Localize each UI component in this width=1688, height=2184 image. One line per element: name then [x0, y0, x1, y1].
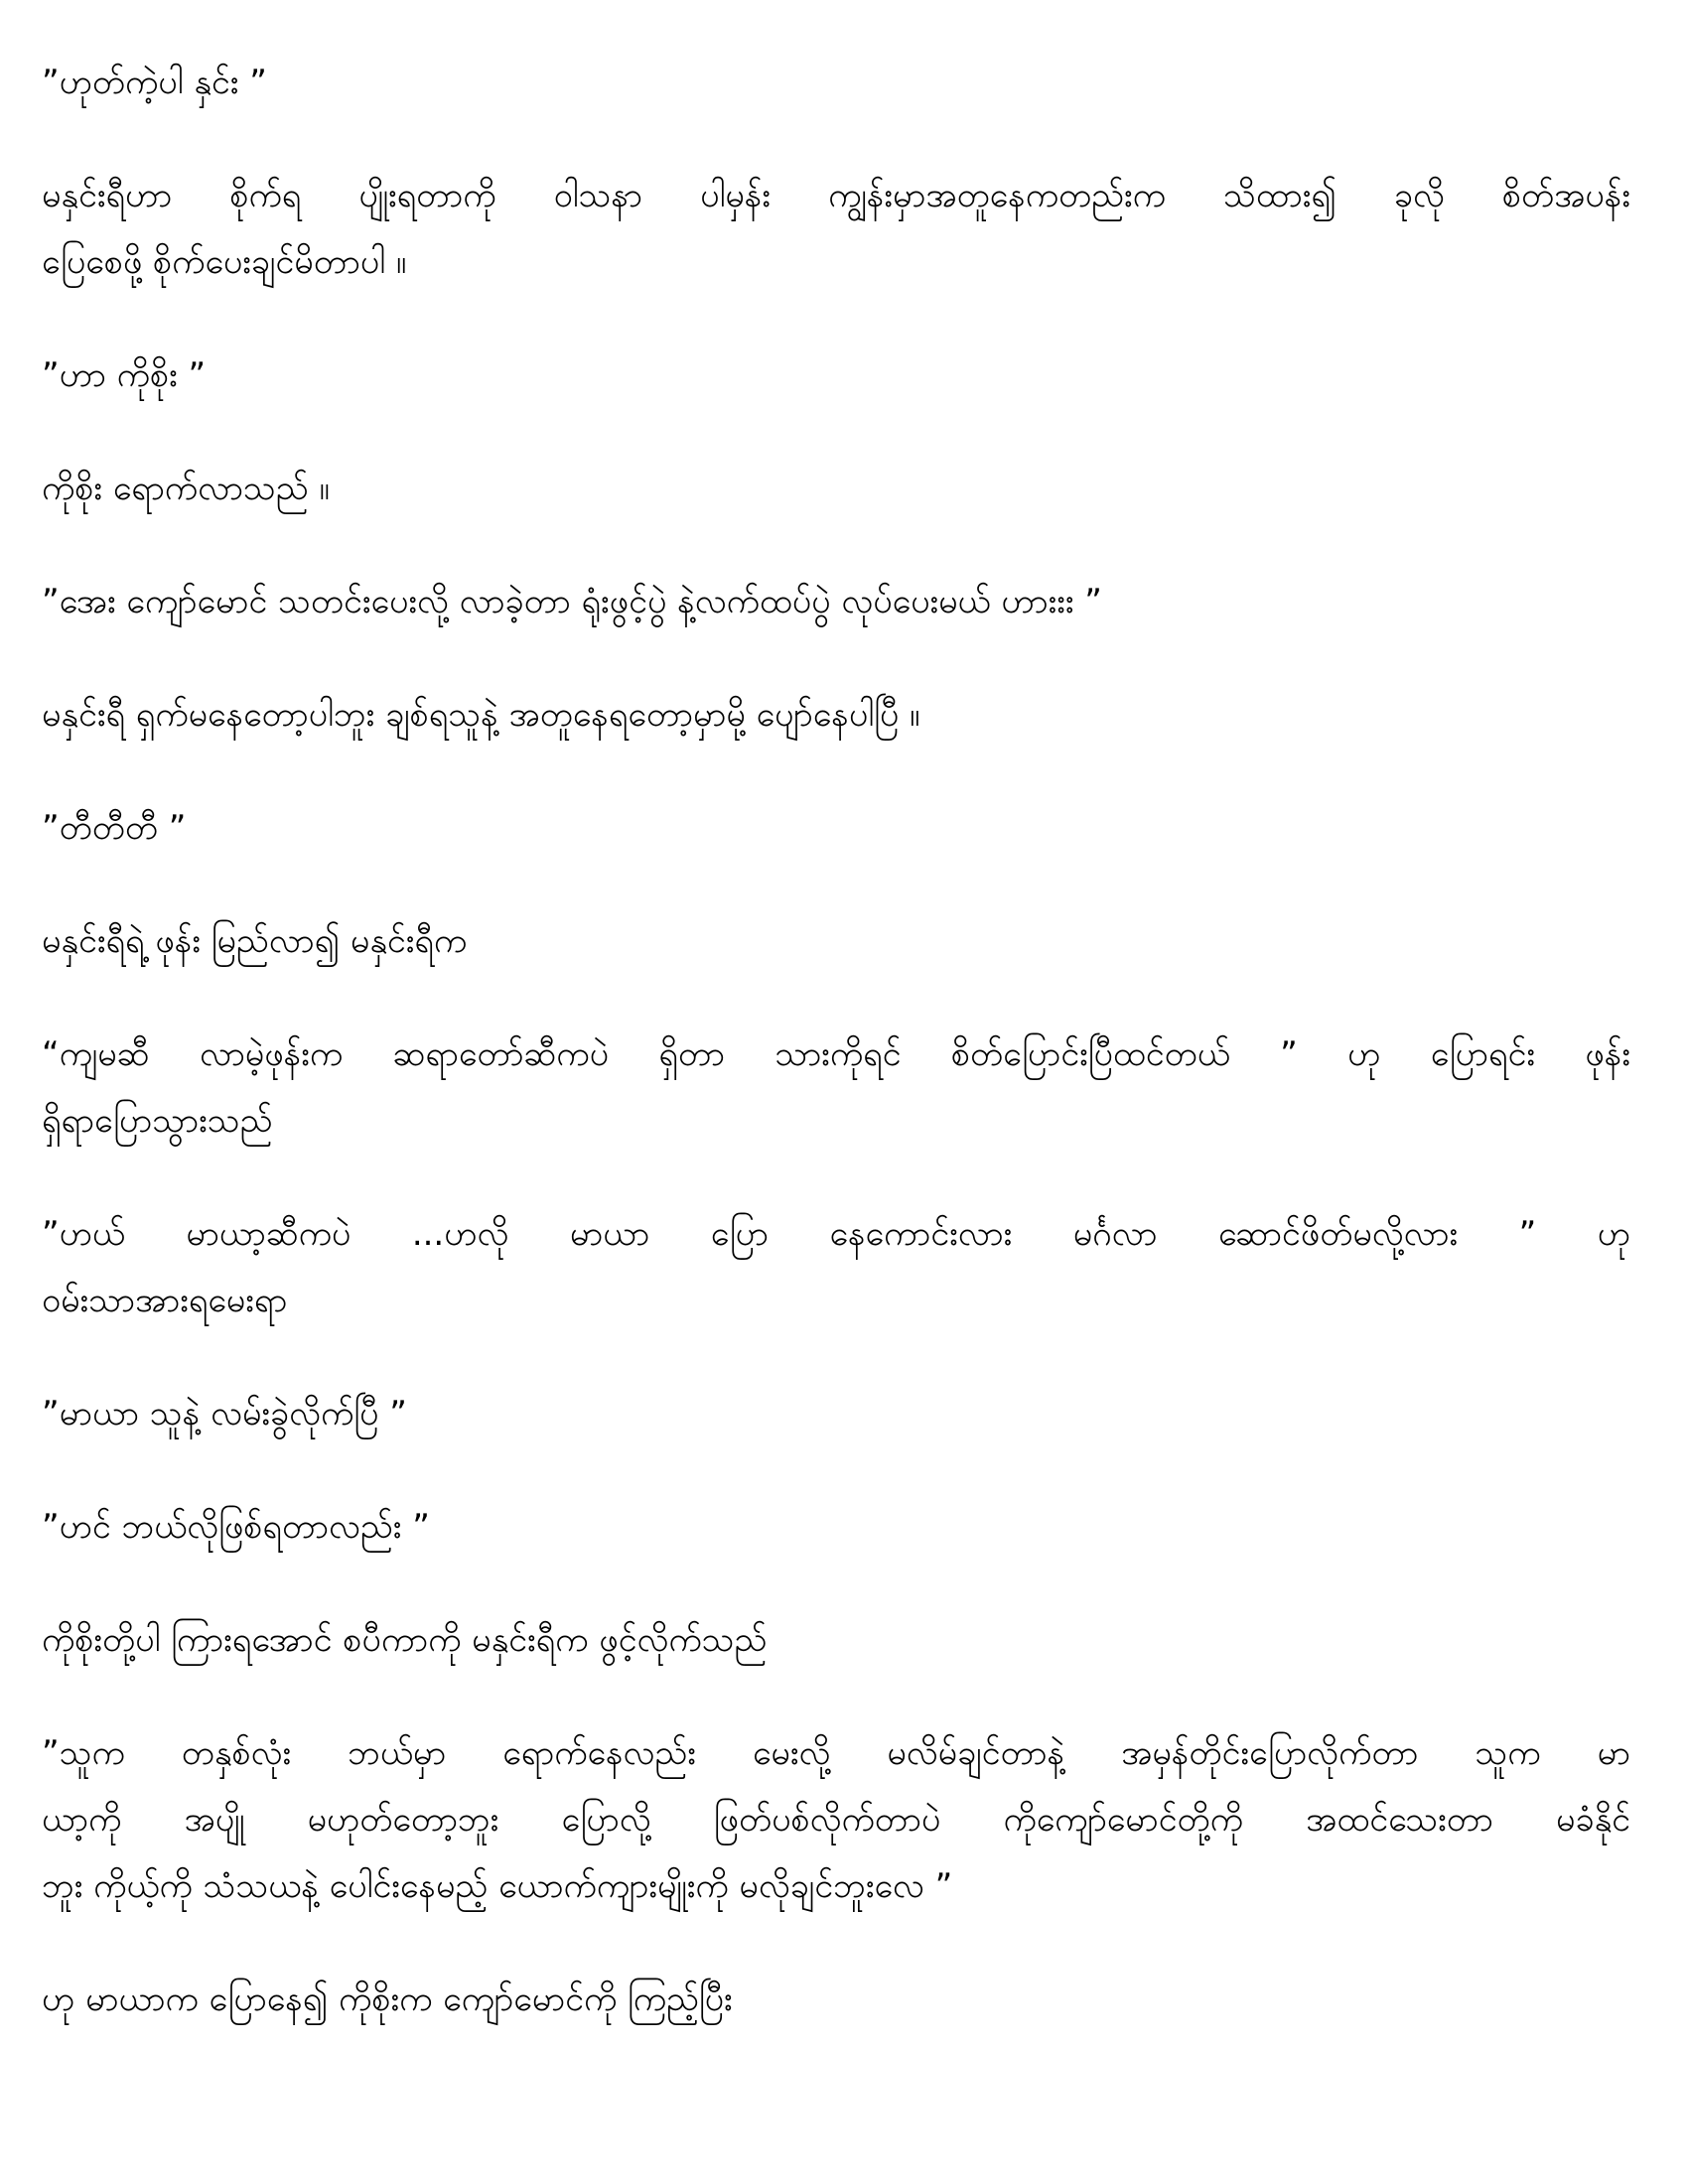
text-line: ”ဟာ ကိုစိုး ” [42, 355, 207, 395]
text-line: မနှင်းရီ ရှက်မနေတော့ပါဘူး ချစ်ရသူနဲ့ အတူနေရတော့မှာမို့ ပျော်နေပါပြီ ။ [42, 695, 920, 735]
text-line: ယာ့ကို အပျို မဟုတ်တော့ဘူး ပြောလို့ ဖြတ်ပစ်လိုက်တာပဲ ကိုကျော်မောင်တို့ကို အထင်သေးတာ မခံနိုင် [42, 1800, 1630, 1840]
paragraph-8 [42, 908, 1630, 975]
paragraph-15 [42, 1967, 1630, 2033]
text-line: ”ဟင် ဘယ်လိုဖြစ်ရတာလည်း ” [42, 1507, 430, 1547]
paragraph-1 [42, 50, 1630, 116]
paragraph-5 [42, 569, 1630, 635]
paragraph-9 [42, 1022, 1630, 1155]
text-line: မနှင်းရီဟာ စိုက်ရ ပျိုးရတာကို ဝါသနာ ပါမှန်း ကျွန်းမှာအတူနေကတည်းက သိထား၍ ခုလို စိတ်အပန်း [42, 176, 1630, 215]
text-line: ”သူက တနှစ်လုံး ဘယ်မှာ ရောက်နေလည်း မေးလို့ မလိမ်ချင်တာနဲ့ အမှန်တိုင်းပြောလိုက်တာ သူက မာ [42, 1733, 1630, 1773]
text-line: ဝမ်းသာအားရမေးရာ [42, 1281, 288, 1320]
text-line: ကိုစိုးတို့ပါ ကြားရအောင် စပီကာကို မနှင်းရီက ဖွင့်လိုက်သည် [42, 1620, 768, 1660]
paragraph-14 [42, 1720, 1630, 1920]
text-line: ကိုစိုး ရောက်လာသည် ။ [42, 469, 330, 508]
paragraph-12 [42, 1494, 1630, 1561]
paragraph-6 [42, 682, 1630, 749]
text-line: ”အေး ကျော်မောင် သတင်းပေးလို့ လာခဲ့တာ ရုံးဖွင့်ပွဲ နဲ့လက်ထပ်ပွဲ လုပ်ပေးမယ် ဟားးး ” [42, 582, 1102, 621]
paragraph-2 [42, 163, 1630, 296]
text-line: ”ဟယ် မာယာ့ဆီကပဲ ...ဟလို မာယာ ပြော နေကောင်းလား မင်္ဂလာ ဆောင်ဖိတ်မလို့လား ” ဟု [42, 1214, 1630, 1254]
paragraph-10 [42, 1201, 1630, 1334]
paragraph-4 [42, 456, 1630, 522]
paragraph-3 [42, 342, 1630, 409]
text-line: ရှိရာပြောသွားသည် [42, 1101, 273, 1141]
text-line: ”တီတီတီ ” [42, 808, 187, 848]
text-line: ”ဟုတ်ကဲ့ပါ နှင်း ” [42, 63, 267, 102]
paragraph-13 [42, 1607, 1630, 1674]
text-line: ”မာယာ သူနဲ့ လမ်းခွဲလိုက်ပြီ ” [42, 1394, 407, 1433]
text-line: ဟု မာယာက ပြောနေ၍ ကိုစိုးက ကျော်မောင်ကို ကြည့်ပြီး [42, 1979, 733, 2019]
text-line: ဘူး ကိုယ့်ကို သံသယနဲ့ ပေါင်းနေမည့် ယောက်ကျားမျိုးကို မလိုချင်ဘူးလေ ” [42, 1866, 953, 1906]
text-line: မနှင်းရီရဲ့ ဖုန်း မြည်လာ၍ မနှင်းရီက [42, 921, 468, 961]
paragraph-11 [42, 1381, 1630, 1447]
text-line: ပြေစေဖို့ စိုက်ပေးချင်မိတာပါ ။ [42, 242, 407, 282]
paragraph-7 [42, 795, 1630, 862]
text-line: “ကျမဆီ လာမဲ့ဖုန်းက ဆရာတော်ဆီကပဲ ရှိတာ သားကိုရင် စိတ်ပြောင်းပြီထင်တယ် ” ဟု ပြောရင်း ဖုန်း [42, 1034, 1630, 1074]
